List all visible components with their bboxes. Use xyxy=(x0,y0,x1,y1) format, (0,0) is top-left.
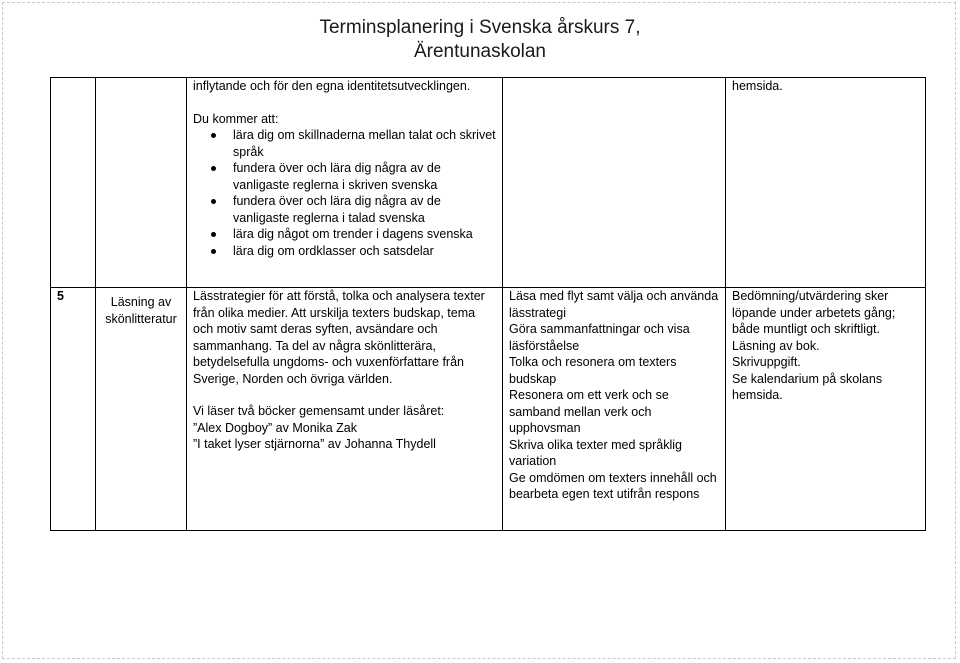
goal-item: Resonera om ett verk och se samband mellan verk och upphovsman xyxy=(509,388,669,435)
goal-item: Skriva olika texter med språklig variation xyxy=(509,437,682,468)
goals-cell xyxy=(503,78,726,288)
list-item: fundera över och lära dig några av de vanligaste reglerna i talad svenska xyxy=(233,193,496,226)
goal-item: Tolka och resonera om texters budskap xyxy=(509,355,677,386)
page-subtitle: Ärentunaskolan xyxy=(413,41,547,62)
table-row xyxy=(51,288,926,531)
assessment-text: Läsning av bok. xyxy=(732,338,820,353)
page-title: Terminsplanering i Svenska årskurs 7, xyxy=(319,17,641,38)
assessment-text: Se kalendarium på skolans hemsida. xyxy=(732,371,883,402)
goals-cell xyxy=(503,288,726,531)
goal-item: Göra sammanfattningar och visa läsförståelse xyxy=(509,322,690,353)
list-item: lära dig något om trender i dagens svenska xyxy=(233,226,496,243)
assessment-text: Skrivuppgift. xyxy=(732,355,801,369)
area-cell xyxy=(96,78,187,288)
content-text: Lässtrategier för att förstå, tolka och analysera texter från olika medier. Att urskilja texters budskap, tema och motiv samt deras syften, avsändare och sammanhang. Ta del av några skönlitterära, betydelsefulla ungdoms- och vuxenförfattare från Sverige, Norden och övriga världen. xyxy=(193,289,485,386)
goal-item: Läsa med flyt samt välja och använda lässtrategi xyxy=(509,289,719,320)
content-cell xyxy=(187,288,503,531)
area-cell xyxy=(96,288,187,531)
list-item: lära dig om skillnaderna mellan talat och skrivet språk xyxy=(233,128,496,159)
goal-item: Ge omdömen om texters innehåll och bearbeta egen text utifrån respons xyxy=(509,470,717,501)
area-text: Läsning av skönlitteratur xyxy=(105,295,177,326)
week-number xyxy=(51,288,96,531)
assessment-text: Bedömning/utvärdering sker löpande under arbetets gång; både muntligt och skriftligt. xyxy=(732,289,896,336)
learning-bullets xyxy=(193,127,496,259)
list-item: fundera över och lära dig några av de vanligaste reglerna i skriven svenska xyxy=(233,160,496,193)
book-title: ”I taket lyser stjärnorna” av Johanna Thydell xyxy=(193,437,436,451)
book-title: ”Alex Dogboy” av Monika Zak xyxy=(193,420,357,435)
content-intro: inflytande och för den egna identitetsutvecklingen. xyxy=(193,79,471,93)
week-cell xyxy=(51,78,96,288)
assessment-cell xyxy=(726,78,926,288)
week-number-text: 5 xyxy=(57,289,64,303)
planning-table xyxy=(50,77,926,531)
list-item: lära dig om ordklasser och satsdelar xyxy=(233,243,496,260)
assessment-cell xyxy=(726,288,926,531)
assessment-text: hemsida. xyxy=(732,79,783,93)
you-will-label: Du kommer att: xyxy=(193,111,279,126)
table-row xyxy=(51,78,926,288)
content-cell xyxy=(187,78,503,288)
books-intro: Vi läser två böcker gemensamt under läsåret: xyxy=(193,404,445,418)
